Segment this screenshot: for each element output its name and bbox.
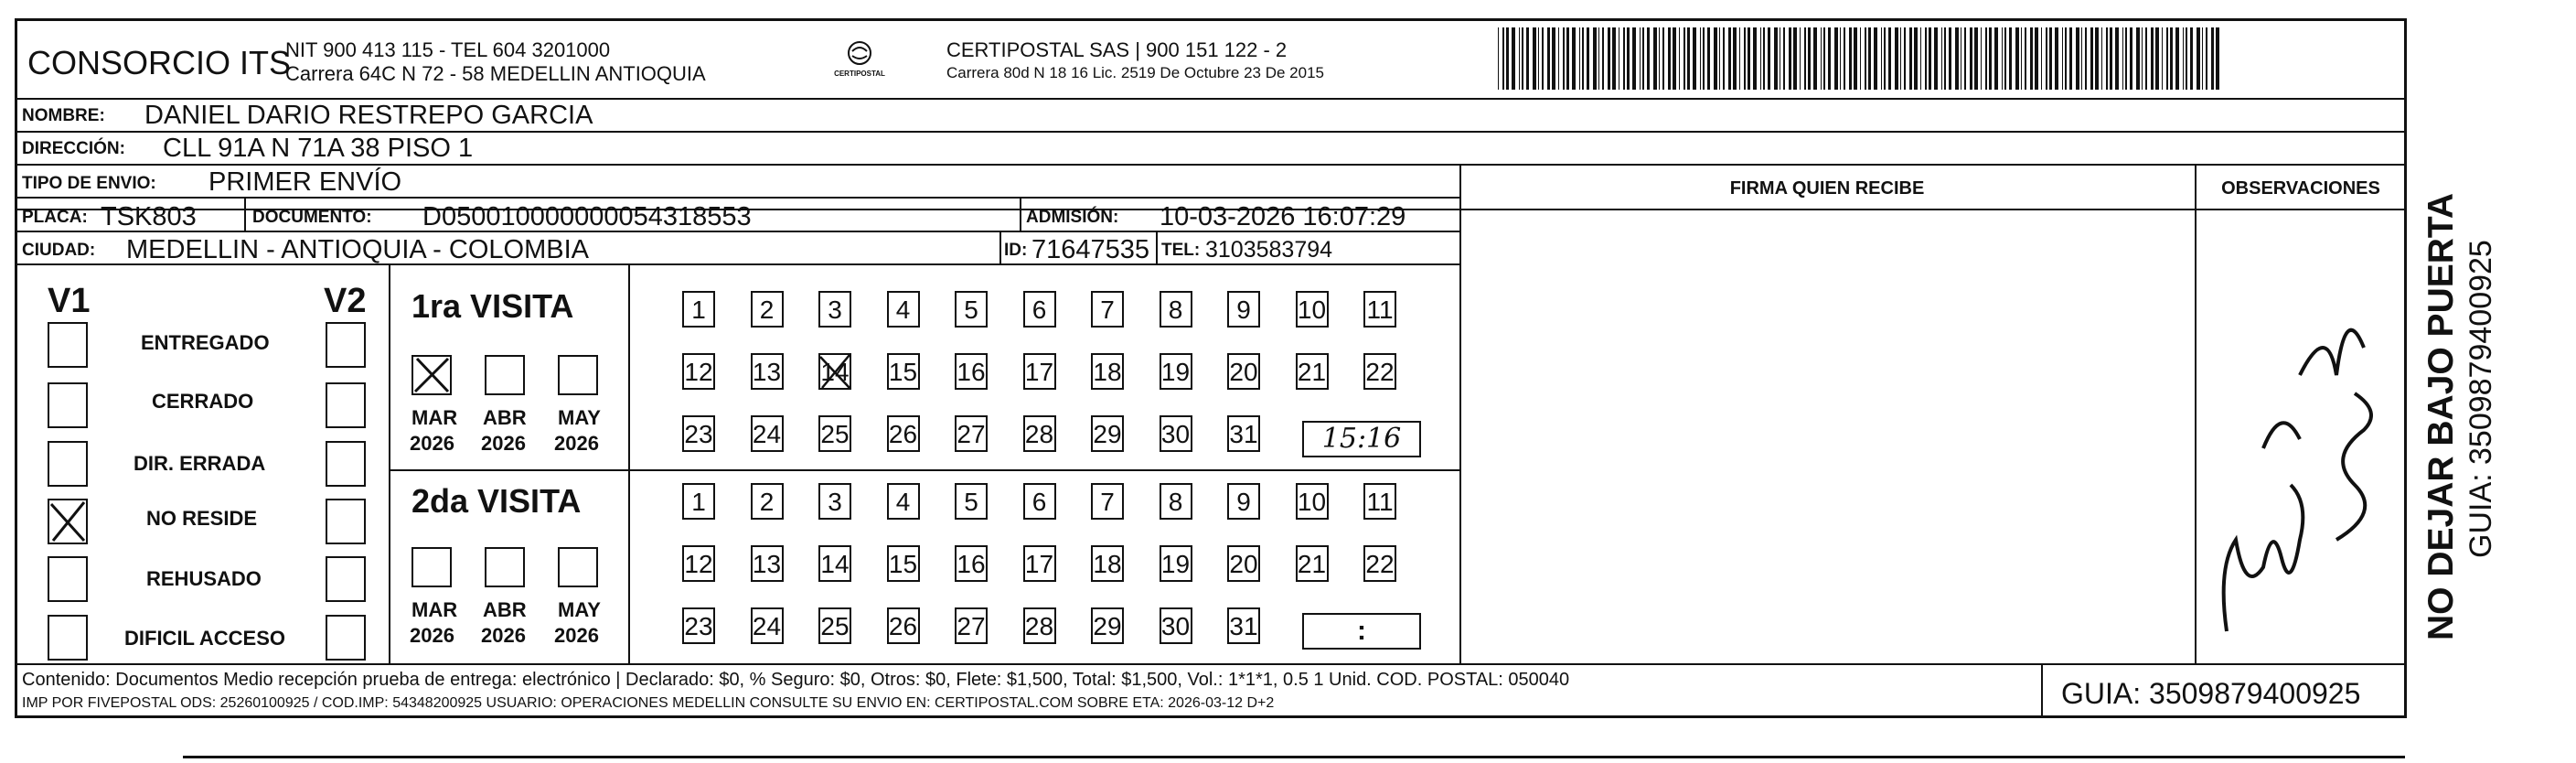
day-number: 8 (1168, 488, 1183, 516)
visit-1-title: 1ra VISITA (412, 287, 574, 325)
visit-2-year-mar: 2026 (410, 624, 454, 647)
visit-2-days-box-29[interactable] (1091, 607, 1124, 644)
tel-label: TEL: (1161, 241, 1201, 260)
visit-2-days-box-10[interactable] (1296, 483, 1329, 520)
day-number: 18 (1093, 550, 1122, 578)
visit-2-days-box-24[interactable] (751, 607, 784, 644)
visit-1-year-may: 2026 (554, 432, 599, 455)
day-number: 16 (957, 550, 986, 578)
day-number: 27 (957, 420, 986, 448)
day-number: 20 (1229, 550, 1258, 578)
placa-label: PLACA: (22, 208, 88, 227)
day-number: 18 (1093, 358, 1122, 386)
firma-label: FIRMA QUIEN RECIBE (1729, 178, 1925, 199)
footer-imp: IMP POR FIVEPOSTAL ODS: 25260100925 / COD.IMP: 54348200925 USUARIO: OPERACIONES MEDELLIN CONSULTE SU ENVIO EN: CERTIPOSTAL.COM SOBRE ETA: 2026-03-12 D+2 (22, 695, 1275, 711)
status-cerrado: CERRADO (152, 390, 254, 413)
day-number: 9 (1236, 488, 1251, 516)
status-no-reside: NO RESIDE (146, 507, 258, 530)
v2-checkbox-entregado[interactable] (326, 322, 366, 368)
visit-2-time: : (1357, 616, 1366, 646)
visit-2-title: 2da VISITA (412, 482, 582, 520)
visit-1-month-abr: ABR (483, 406, 527, 429)
visit-1-days-box-25[interactable] (818, 415, 851, 452)
visit-1-month-mar-checkbox[interactable] (412, 355, 452, 395)
documento-label: DOCUMENTO: (252, 208, 372, 227)
visit-2-days-box-26[interactable] (887, 607, 920, 644)
day-number: 17 (1024, 358, 1054, 386)
day-number: 29 (1093, 612, 1122, 640)
v1-checkbox-dificil-acceso[interactable] (48, 615, 88, 661)
day-number: 10 (1297, 488, 1327, 516)
placa-value: TSK803 (101, 202, 197, 231)
visit-2-days-box-30[interactable] (1160, 607, 1192, 644)
v2-checkbox-dir-errada[interactable] (326, 441, 366, 487)
day-number: 1 (691, 488, 706, 516)
visit-1-time-box[interactable] (1302, 421, 1421, 457)
visit-2-days-box-5[interactable] (955, 483, 988, 520)
visit-1-month-mar: MAR (412, 406, 458, 429)
visit-2-days-box-3[interactable] (818, 483, 851, 520)
carrier-line: CERTIPOSTAL SAS | 900 151 122 - 2 (946, 38, 1288, 61)
v2-label: V2 (324, 282, 367, 320)
visit-2-month-mar-checkbox[interactable] (412, 547, 452, 587)
day-number: 16 (957, 358, 986, 386)
visit-2-days-box-14[interactable] (818, 545, 851, 582)
visit-1-days-box-11[interactable] (1363, 291, 1396, 328)
check-x-icon (818, 353, 851, 390)
day-number: 30 (1160, 420, 1191, 448)
day-number: 14 (820, 550, 850, 578)
status-entregado: ENTREGADO (141, 331, 270, 354)
v2-checkbox-dificil-acceso[interactable] (326, 615, 366, 661)
v2-checkbox-no-reside[interactable] (326, 499, 366, 544)
day-number: 21 (1297, 358, 1327, 386)
visit-1-days-box-18[interactable] (1091, 353, 1124, 390)
day-number: 29 (1093, 420, 1122, 448)
visit-1-month-abr-checkbox[interactable] (485, 355, 525, 395)
day-number: 3 (828, 296, 842, 324)
v1-label: V1 (48, 282, 91, 320)
company-name: CONSORCIO ITS (27, 44, 292, 81)
visit-2-month-may-checkbox[interactable] (558, 547, 598, 587)
day-number: 15 (888, 358, 918, 386)
day-number: 31 (1229, 420, 1258, 448)
day-number: 13 (752, 550, 782, 578)
certipostal-logo (823, 38, 896, 84)
visit-1-days-box-29[interactable] (1091, 415, 1124, 452)
day-number: 25 (820, 612, 850, 640)
carrier-address: Carrera 80d N 18 16 Lic. 2519 De Octubre 23 De 2015 (946, 64, 1324, 81)
admision-label: ADMISIÓN: (1026, 208, 1119, 227)
day-number: 28 (1024, 420, 1054, 448)
visit-1-days-box-22[interactable] (1363, 353, 1396, 390)
visit-2-days-box-9[interactable] (1227, 483, 1260, 520)
day-number: 12 (684, 550, 713, 578)
day-number: 23 (684, 612, 713, 640)
visit-1-days-box-9[interactable] (1227, 291, 1260, 328)
observaciones-label: OBSERVACIONES (2221, 178, 2380, 199)
visit-2-days-box-7[interactable] (1091, 483, 1124, 520)
logo-text: CERTIPOSTAL (834, 70, 885, 78)
ciudad-value: MEDELLIN - ANTIOQUIA - COLOMBIA (126, 235, 589, 264)
visit-2-days-box-8[interactable] (1160, 483, 1192, 520)
v2-checkbox-rehusado[interactable] (326, 556, 366, 602)
visit-2-days-box-11[interactable] (1363, 483, 1396, 520)
visit-1-days-box-17[interactable] (1023, 353, 1056, 390)
visit-1-days-box-31[interactable] (1227, 415, 1260, 452)
day-number: 7 (1100, 296, 1115, 324)
visit-1-days-box-6[interactable] (1023, 291, 1056, 328)
v2-checkbox-cerrado[interactable] (326, 382, 366, 428)
visit-1-month-may-checkbox[interactable] (558, 355, 598, 395)
visit-1-days-box-2[interactable] (751, 291, 784, 328)
day-number: 9 (1236, 296, 1251, 324)
day-number: 28 (1024, 612, 1054, 640)
visit-1-days-box-14[interactable] (818, 353, 851, 390)
day-number: 17 (1024, 550, 1054, 578)
day-number: 5 (964, 488, 978, 516)
v1-checkbox-rehusado[interactable] (48, 556, 88, 602)
day-number: 13 (752, 358, 782, 386)
day-number: 8 (1168, 296, 1183, 324)
visit-1-days-box-1[interactable] (682, 291, 715, 328)
admision-value: 10-03-2026 16:07:29 (1160, 202, 1406, 231)
tel-value: 3103583794 (1205, 237, 1333, 263)
company-address: Carrera 64C N 72 - 58 MEDELLIN ANTIOQUIA (285, 62, 706, 85)
visit-2-days-box-15[interactable] (887, 545, 920, 582)
visit-2-days-box-4[interactable] (887, 483, 920, 520)
v1-checkbox-no-reside[interactable] (48, 499, 88, 544)
direccion-value: CLL 91A N 71A 38 PISO 1 (163, 134, 474, 163)
tipo-envio-label: TIPO DE ENVIO: (22, 174, 156, 193)
day-number: 2 (759, 488, 775, 516)
day-number: 3 (828, 488, 842, 516)
day-number: 11 (1366, 296, 1394, 324)
visit-2-days-box-12[interactable] (682, 545, 715, 582)
tipo-envio-value: PRIMER ENVÍO (208, 167, 402, 197)
visit-1-days-box-21[interactable] (1296, 353, 1329, 390)
day-number: 23 (684, 420, 713, 448)
day-number: 24 (752, 420, 782, 448)
visit-1-year-abr: 2026 (481, 432, 526, 455)
visit-1-days-box-19[interactable] (1160, 353, 1192, 390)
day-number: 15 (888, 550, 918, 578)
visit-1-days-box-30[interactable] (1160, 415, 1192, 452)
visit-2-month-may: MAY (558, 598, 601, 621)
day-number: 26 (888, 612, 918, 640)
day-number: 14 (820, 358, 850, 386)
day-number: 19 (1160, 550, 1191, 578)
visit-1-days-box-10[interactable] (1296, 291, 1329, 328)
day-number: 12 (684, 358, 713, 386)
visit-2-days-box-18[interactable] (1091, 545, 1124, 582)
visit-2-days-box-27[interactable] (955, 607, 988, 644)
day-number: 30 (1160, 612, 1191, 640)
visit-2-days-box-31[interactable] (1227, 607, 1260, 644)
day-number: 22 (1365, 358, 1395, 386)
day-number: 26 (888, 420, 918, 448)
nombre-value: DANIEL DARIO RESTREPO GARCIA (144, 101, 593, 130)
day-number: 19 (1160, 358, 1191, 386)
footer-contenido: Contenido: Documentos Medio recepción prueba de entrega: electrónico | Declarado: $0, % Seguro: $0, Otros: $0, Flete: $1,500, Total: $1,500, Vol.: 1*1*1, 0.5 1 Unid. COD. POSTAL: 050040 (22, 670, 1570, 690)
day-number: 27 (957, 612, 986, 640)
visit-1-days-box-26[interactable] (887, 415, 920, 452)
day-number: 24 (752, 612, 782, 640)
visit-2-month-abr: ABR (483, 598, 527, 621)
v1-checkbox-cerrado[interactable] (48, 382, 88, 428)
visit-2-days-box-22[interactable] (1363, 545, 1396, 582)
day-number: 1 (691, 296, 706, 324)
side-guia: GUIA: 3509879400925 (2464, 240, 2498, 558)
visit-2-days-box-1[interactable] (682, 483, 715, 520)
bottom-rule (183, 756, 2405, 758)
day-number: 4 (895, 296, 911, 324)
visit-2-year-abr: 2026 (481, 624, 526, 647)
status-dir-errada: DIR. ERRADA (134, 452, 266, 475)
visit-1-days-box-28[interactable] (1023, 415, 1056, 452)
visit-1-days-box-7[interactable] (1091, 291, 1124, 328)
visit-2-time-box[interactable] (1302, 613, 1421, 650)
visit-2-month-abr-checkbox[interactable] (485, 547, 525, 587)
day-number: 22 (1365, 550, 1395, 578)
visit-2-days-box-21[interactable] (1296, 545, 1329, 582)
day-number: 6 (1031, 488, 1047, 516)
day-number: 10 (1297, 296, 1327, 324)
documento-value: D050010000000054318553 (422, 202, 752, 231)
visit-1-days-box-15[interactable] (887, 353, 920, 390)
visit-1-days-box-12[interactable] (682, 353, 715, 390)
check-x-icon (48, 499, 88, 544)
visit-1-year-mar: 2026 (410, 432, 454, 455)
check-x-icon (412, 355, 452, 395)
id-label: ID: (1004, 241, 1028, 260)
day-number: 25 (820, 420, 850, 448)
day-number: 5 (964, 296, 978, 324)
company-nit: NIT 900 413 115 - TEL 604 3201000 (285, 38, 611, 61)
visit-2-days-box-20[interactable] (1227, 545, 1260, 582)
status-dificil-acceso: DIFICIL ACCESO (124, 627, 286, 650)
day-number: 31 (1229, 612, 1258, 640)
visit-1-days-box-3[interactable] (818, 291, 851, 328)
day-number: 4 (895, 488, 911, 516)
visit-2-days-box-2[interactable] (751, 483, 784, 520)
status-rehusado: REHUSADO (146, 567, 262, 590)
handwritten-observation (2199, 265, 2400, 650)
visit-1-days-box-16[interactable] (955, 353, 988, 390)
day-number: 11 (1366, 488, 1394, 516)
visit-2-month-mar: MAR (412, 598, 458, 621)
direccion-label: DIRECCIÓN: (22, 139, 125, 158)
day-number: 7 (1100, 488, 1115, 516)
visit-1-time: 15:16 (1321, 423, 1402, 455)
visit-1-days-box-13[interactable] (751, 353, 784, 390)
day-number: 20 (1229, 358, 1258, 386)
day-number: 6 (1031, 296, 1047, 324)
visit-1-days-box-24[interactable] (751, 415, 784, 452)
visit-1-days-box-8[interactable] (1160, 291, 1192, 328)
visit-1-days-box-27[interactable] (955, 415, 988, 452)
barcode (1498, 27, 2220, 90)
visit-2-days-box-16[interactable] (955, 545, 988, 582)
visit-1-days-box-23[interactable] (682, 415, 715, 452)
ciudad-label: CIUDAD: (22, 241, 96, 260)
day-number: 21 (1297, 550, 1327, 578)
visit-1-days-box-5[interactable] (955, 291, 988, 328)
v1-checkbox-entregado[interactable] (48, 322, 88, 368)
visit-2-days-box-23[interactable] (682, 607, 715, 644)
day-number: 2 (759, 296, 775, 324)
visit-1-days-box-20[interactable] (1227, 353, 1260, 390)
visit-2-year-may: 2026 (554, 624, 599, 647)
v1-checkbox-dir-errada[interactable] (48, 441, 88, 487)
visit-2-days-box-25[interactable] (818, 607, 851, 644)
visit-1-month-may: MAY (558, 406, 601, 429)
visit-2-days-box-19[interactable] (1160, 545, 1192, 582)
id-value: 71647535 (1031, 235, 1150, 264)
visit-1-days-box-4[interactable] (887, 291, 920, 328)
visit-2-days-box-6[interactable] (1023, 483, 1056, 520)
visit-2-days-box-28[interactable] (1023, 607, 1056, 644)
visit-2-days-box-13[interactable] (751, 545, 784, 582)
visit-2-days-box-17[interactable] (1023, 545, 1056, 582)
nombre-label: NOMBRE: (22, 106, 105, 125)
side-warning: NO DEJAR BAJO PUERTA (2421, 192, 2461, 640)
footer-guia: GUIA: 3509879400925 (2061, 677, 2361, 710)
